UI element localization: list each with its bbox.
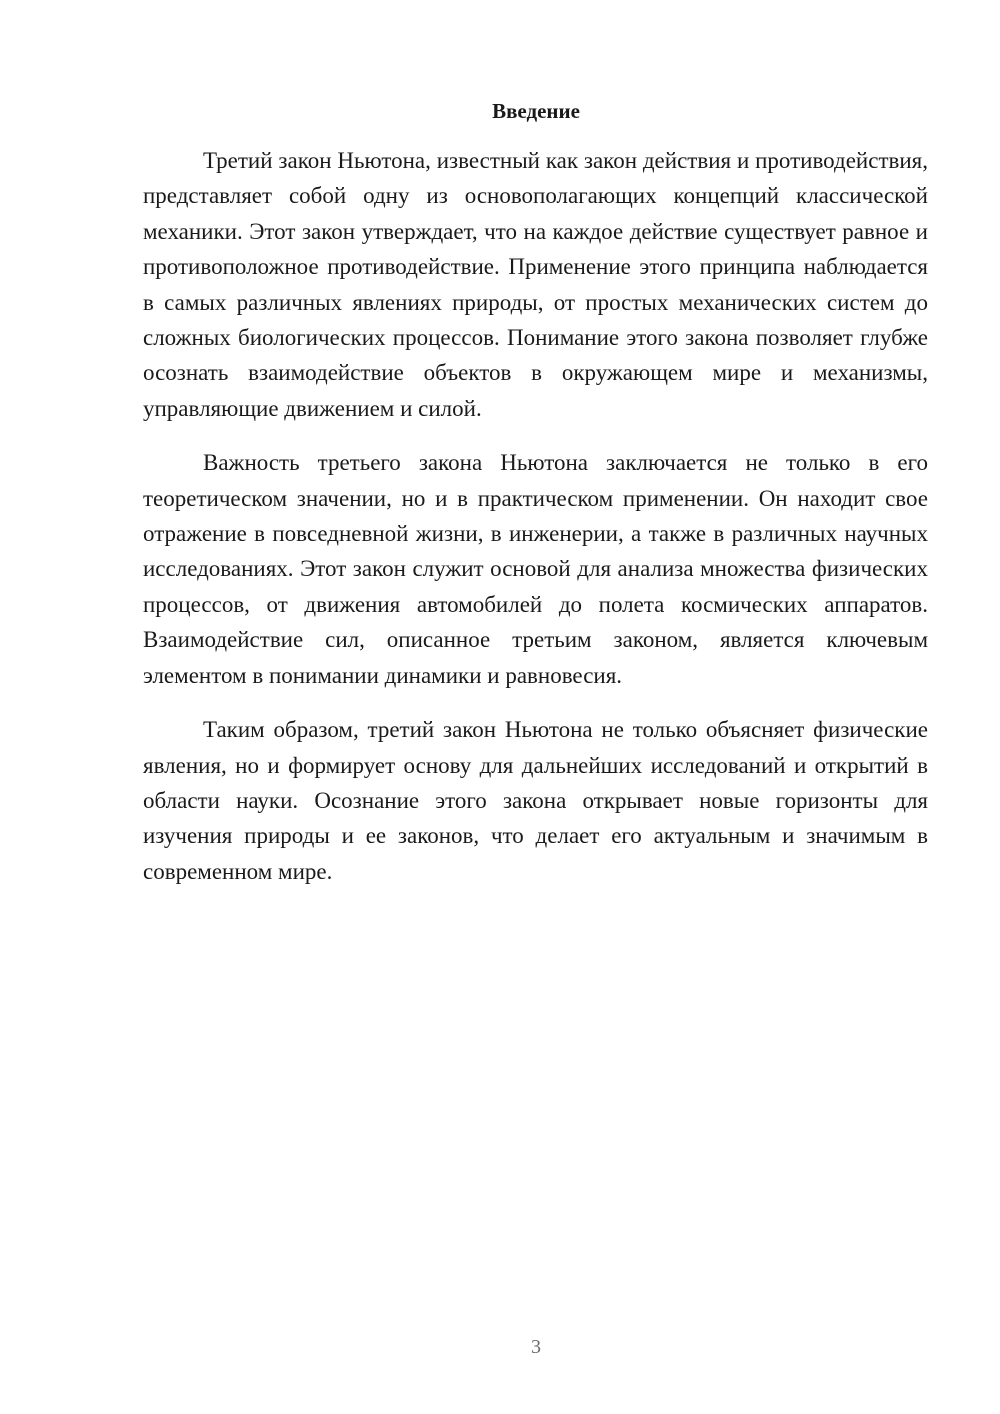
paragraph-3: Таким образом, третий закон Ньютона не только объясняет физические явления, но и формирует основу для дальнейших исследований и открытий в области науки. Осознание этого закона открывает новые горизонты для изучения природы и ее законов, что делает его актуальным и значимым в современном мире. bbox=[143, 717, 928, 884]
page-number: 3 bbox=[531, 1336, 541, 1358]
paragraph-1: Третий закон Ньютона, известный как закон действия и противодействия, представляет собой одну из основополагающих концепций классической механики. Этот закон утверждает, что на каждое действие существует равное и противоположное противодействие. Применение этого принципа наблюдается в самых различных явлениях природы, от простых механических систем до сложных биологических процессов. Понимание этого закона позволяет глубже осознать взаимодействие объектов в окружающем мире и механизмы, управляющие движением и силой. bbox=[143, 148, 928, 421]
section-heading: Введение bbox=[492, 99, 580, 123]
paragraph-2: Важность третьего закона Ньютона заключается не только в его теоретическом значении, но и в практическом применении. Он находит свое отражение в повседневной жизни, в инженерии, а также в различных научных исследованиях. Этот закон служит основой для анализа множества физических процессов, от движения автомобилей до полета космических аппаратов. Взаимодействие сил, описанное третьим законом, является ключевым элементом в понимании динамики и равновесия. bbox=[143, 450, 928, 688]
body-text bbox=[143, 143, 928, 889]
